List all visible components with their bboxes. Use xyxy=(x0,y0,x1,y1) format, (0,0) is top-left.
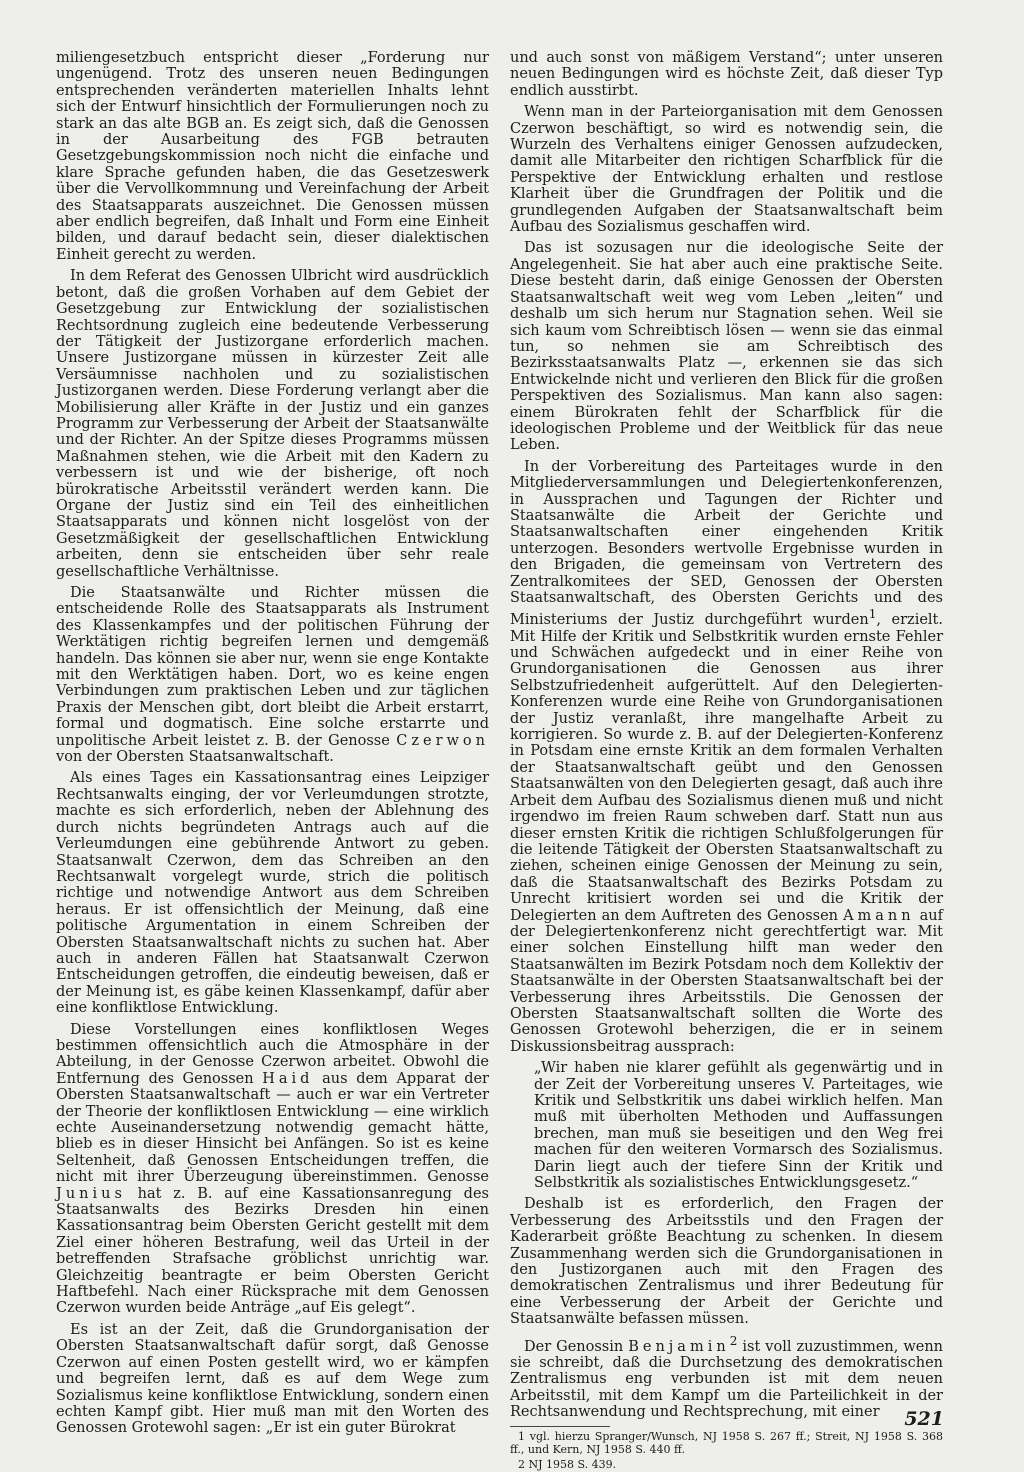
paragraph: In der Vorbereitung des Parteitages wurde in den Mitgliederversammlungen und Delegiertenkonferenzen, in Aussprachen und Tagungen der Richter und Staatsanwälte die Arbeit der Gerichte und Staatsanwaltschaften einer eingehenden Kritik unterzogen. Besonders wertvolle Ergebnisse wurden in den Brigaden, die gemeinsam von Vertretern des Zentralkomitees der SED, Genossen der Obersten Staatsanwaltschaft, des Obersten Gerichts und des Ministeriums der Justiz durchgeführt wurden$^1$, erzielt. Mit Hilfe der Kritik und Selbstkritik wurden ernste Fehler und Schwächen aufgedeckt und in einer Reihe von Grundorganisationen die Genossen aus ihrer Selbstzufriedenheit aufgerüttelt. Auf den Delegierten-Konferenzen wurde eine Reihe von Grundorganisationen der Justiz veranlaßt, ihre mangelhafte Arbeit zu korrigieren. So wurde z. B. auf der Delegierten-Konferenz in Potsdam eine ernste Kritik an dem formalen Verhalten der Staatsanwaltschaft geübt und den Genossen Staatsanwälten von den Delegierten gesagt, daß auch ihre Arbeit dem Aufbau des Sozialismus dienen muß und nicht irgendwo im freien Raum schweben darf. Statt nun aus dieser ernsten Kritik die richtigen Schlußfolgerungen für die leitende Tätigkeit der Obersten Staatsanwaltschaft zu ziehen, scheinen einige Genossen der Meinung zu sein, daß die Staatsanwaltschaft des Bezirks Potsdam zu Unrecht kritisiert worden sei und die Kritik der Delegierten an dem Auftreten des Genossen Amann auf der Delegiertenkonferenz nicht gerechtfertigt war. Mit einer solchen Einstellung hilft man weder den Staatsanwälten im Bezirk Potsdam noch dem Kollektiv der Staatsanwälte in der Obersten Staatsanwaltschaft bei der Verbesserung ihres Arbeitsstils. Die Genossen der Obersten Staatsanwaltschaft sollten die Worte des Genossen Grotewohl beherzigen, die er in seinem Diskussionsbeitrag aussprach: xyxy=(510,458,944,1055)
paragraph: Diese Vorstellungen eines konfliktlosen Weges bestimmen offensichtlich auch die Atmosphäre in der Abteilung, in der Genosse Czerwon arbeitet. Obwohl die Entfernung des Genossen Haid aus dem Apparat der Obersten Staatsanwaltschaft — auch er war ein Vertreter der Theorie der konfliktlosen Entwicklung — eine wirklich echte Auseinandersetzung notwendig gemacht hätte, blieb es in dieser Hinsicht bei Anfängen. So ist es keine Seltenheit, daß Genossen Entscheidungen treffen, die nicht mit ihrer Überzeugung übereinstimmen. Genosse Junius hat z. B. auf eine Kassationsanregung des Staatsanwalts des Bezirks Dresden hin einen Kassationsantrag beim Obersten Gericht gestellt mit dem Ziel einer höheren Bestrafung, weil das Urteil in der betreffenden Strafsache gröblichst unrichtig war. Gleichzeitig beantragte er beim Obersten Gericht Haftbefehl. Nach einer Rücksprache mit dem Genossen Czerwon wurden beide Anträge „auf Eis gelegt“. xyxy=(56,1021,489,1317)
paragraph: Deshalb ist es erforderlich, den Fragen der Verbesserung des Arbeitsstils und den Fragen der Kaderarbeit größte Beachtung zu schenken. In diesem Zusammenhang werden sich die Grundorganisationen in den Justizorganen auch mit den Fragen des demokratischen Zentralismus und ihrer Bedeutung für eine Verbesserung der Arbeit der Gerichte und Staatsanwälte befassen müssen. xyxy=(510,1196,943,1328)
paragraph: und auch sonst von mäßigem Verstand“; unter unseren neuen Bedingungen wird es höchste Zeit, daß dieser Typ endlich ausstirbt. xyxy=(510,50,943,99)
paragraph: Es ist an der Zeit, daß die Grundorganisation der Obersten Staatsanwaltschaft dafür sorgt, daß Genosse Czerwon auf einen Posten gestellt wird, wo er kämpfen und begreifen lernt, daß es auf dem Wege zum Sozialismus keine konfliktlose Entwicklung, sondern einen echten Kampf gibt. Hier muß man mit den Worten des Genossen Grotewohl sagen: „Er ist ein guter Bürokrat xyxy=(56,1321,489,1437)
footnote-ref: 2 xyxy=(729,1333,738,1348)
footnote: 2 NJ 1958 S. 439. xyxy=(518,1457,617,1471)
spaced-name: Junius xyxy=(56,1185,126,1202)
paragraph: Die Staatsanwälte und Richter müssen die entscheidende Rolle des Staatsapparats als Instrument des Klassenkampfes und der politischen Führung der Werktätigen richtig begreifen lernen und demgemäß handeln. Das können sie aber nur, wenn sie enge Kontakte mit den Werktätigen haben. Dort, wo es keine engen Verbindungen zum praktischen Leben und zur täglichen Praxis der Menschen gibt, dort bleibt die Arbeit erstarrt, formal und dogmatisch. Eine solche erstarrte und unpolitische Arbeit leistet z. B. der Genosse Czerwon von der Obersten Staatsanwaltschaft. xyxy=(56,585,489,766)
footnote-divider xyxy=(510,1426,610,1427)
spaced-name: Benjamin xyxy=(628,1338,730,1355)
quotation xyxy=(534,1060,943,1191)
spaced-name: Amann xyxy=(843,907,915,924)
paragraph: miliengesetzbuch entspricht dieser „Forderung nur ungenügend. Trotz des unseren neuen Bedingungen entsprechenden veränderten materiellen Inhalts lehnt sich der Entwurf hinsichtlich der Formulierungen noch zu stark an das alte BGB an. Es zeigt sich, daß die Genossen in der Ausarbeitung des FGB betrauten Gesetzgebungskommission noch nicht die einfache und klare Sprache gefunden haben, die das Gesetzeswerk über die Vervollkommnung und Vereinfachung der Arbeit des Staatsapparats auszeichnet. Die Genossen müssen aber endlich begreifen, daß Inhalt und Form eine Einheit bilden, und darauf bedacht sein, dieser dialektischen Einheit gerecht zu werden. xyxy=(56,50,489,263)
paragraph: Das ist sozusagen nur die ideologische Seite der Angelegenheit. Sie hat aber auch eine praktische Seite. Diese besteht darin, daß einige Genossen der Obersten Staatsanwaltschaft weit weg vom Leben „leiten“ und deshalb um sich herum nur Stagnation sehen. Weil sie sich kaum vom Schreibtisch lösen — wenn sie das einmal tun, so nehmen sie am Schreibtisch des Bezirksstaatsanwalts Platz —, erkennen sie das sich Entwickelnde nicht und verlieren den Blick für die großen Perspektiven des Sozialismus. Man kann also sagen: einem Bürokraten fehlt der Scharfblick für die ideologischen Probleme und der Weitblick für das neue Leben. xyxy=(510,240,943,454)
right-column xyxy=(510,50,943,1472)
quote-text: „Wir haben nie klarer gefühlt als gegenwärtig und in der Zeit der Vorbereitung unseres V. Parteitages, wie Kritik und Selbstkritik uns dabei wirklich helfen. Man muß mit überholten Methoden und Auffassungen brechen, man muß sie beseitigen und den Weg frei machen für den weiteren Vormarsch des Sozialismus. Darin liegt auch der tiefere Sinn der Kritik und Selbstkritik als sozialistisches Entwicklungsgesetz.“ xyxy=(534,1060,943,1192)
spaced-name: Czerwon xyxy=(396,732,489,749)
page-number: 521 xyxy=(904,1408,944,1430)
paragraph: Der Genossin Benjamin$^2$ ist voll zuzustimmen, wenn sie schreibt, daß die Durchsetzung des demokratischen Zentralismus eng verbunden ist mit dem neuen Arbeitsstil, mit dem Kampf um die Parteilichkeit in der Rechtsanwendung und Rechtsprechung, mit einer xyxy=(510,1333,944,1421)
paragraph: Wenn man in der Parteiorganisation mit dem Genossen Czerwon beschäftigt, so wird es notwendig sein, die Wurzeln des Verhaltens einiger Genossen aufzudecken, damit alle Mitarbeiter den richtigen Scharfblick für die Perspektive der Entwicklung erhalten und restlose Klarheit über die Grundfragen der Politik und die grundlegenden Aufgaben der Staatsanwaltschaft beim Aufbau des Sozialismus geschaffen wird. xyxy=(510,104,943,236)
paragraph: In dem Referat des Genossen Ulbricht wird ausdrücklich betont, daß die großen Vorhaben auf dem Gebiet der Gesetzgebung zur Entwicklung der sozialistischen Rechtsordnung zugleich eine bedeutende Verbesserung der Tätigkeit der Justizorgane erforderlich machen. Unsere Justizorgane müssen in kürzester Zeit alle Versäumnisse nachholen und zu sozialistischen Justizorganen werden. Diese Forderung verlangt aber die Mobilisierung aller Kräfte in der Justiz und ein ganzes Programm zur Verbesserung der Arbeit der Staatsanwälte und der Richter. An der Spitze dieses Programms müssen Maßnahmen stehen, wie die Arbeit mit den Kadern zu verbessern ist und wie der bisherige, oft noch bürokratische Arbeitsstil verändert werden kann. Die Organe der Justiz sind ein Teil des einheitlichen Staatsapparats und können nicht losgelöst von der Gesetzmäßigkeit der gesellschaftlichen Entwicklung arbeiten, denn sie entscheiden über sehr reale gesellschaftliche Verhältnisse. xyxy=(56,268,490,580)
spaced-name: Haid xyxy=(262,1070,314,1087)
left-column xyxy=(56,50,489,1442)
paragraph: Als eines Tages ein Kassationsantrag eines Leipziger Rechtsanwalts einging, der vor Verleumdungen strotzte, machte es sich erforderlich, neben der Ablehnung des durch nichts begründeten Antrags auch auf die Verleumdungen eine gebührende Antwort zu geben. Staatsanwalt Czerwon, dem das Schreiben an den Rechtsanwalt vorgelegt wurde, strich die politisch richtige und notwendige Antwort aus dem Schreiben heraus. Er ist offensichtlich der Meinung, daß eine politische Argumentation in einem Schreiben der Obersten Staatsanwaltschaft nichts zu suchen hat. Aber auch in anderen Fällen hat Staatsanwalt Czerwon Entscheidungen getroffen, die eindeutig beweisen, daß er der Meinung ist, es gäbe keinen Klassenkampf, dafür aber eine konfliktlose Entwicklung. xyxy=(56,770,489,1017)
footnote-ref: 1 xyxy=(868,607,877,622)
footnote: 1 vgl. hierzu Spranger/Wunsch, NJ 1958 S. 267 ff.; Streit, NJ 1958 S. 368 ff., und Kern, NJ 1958 S. 440 ff. xyxy=(510,1429,943,1457)
